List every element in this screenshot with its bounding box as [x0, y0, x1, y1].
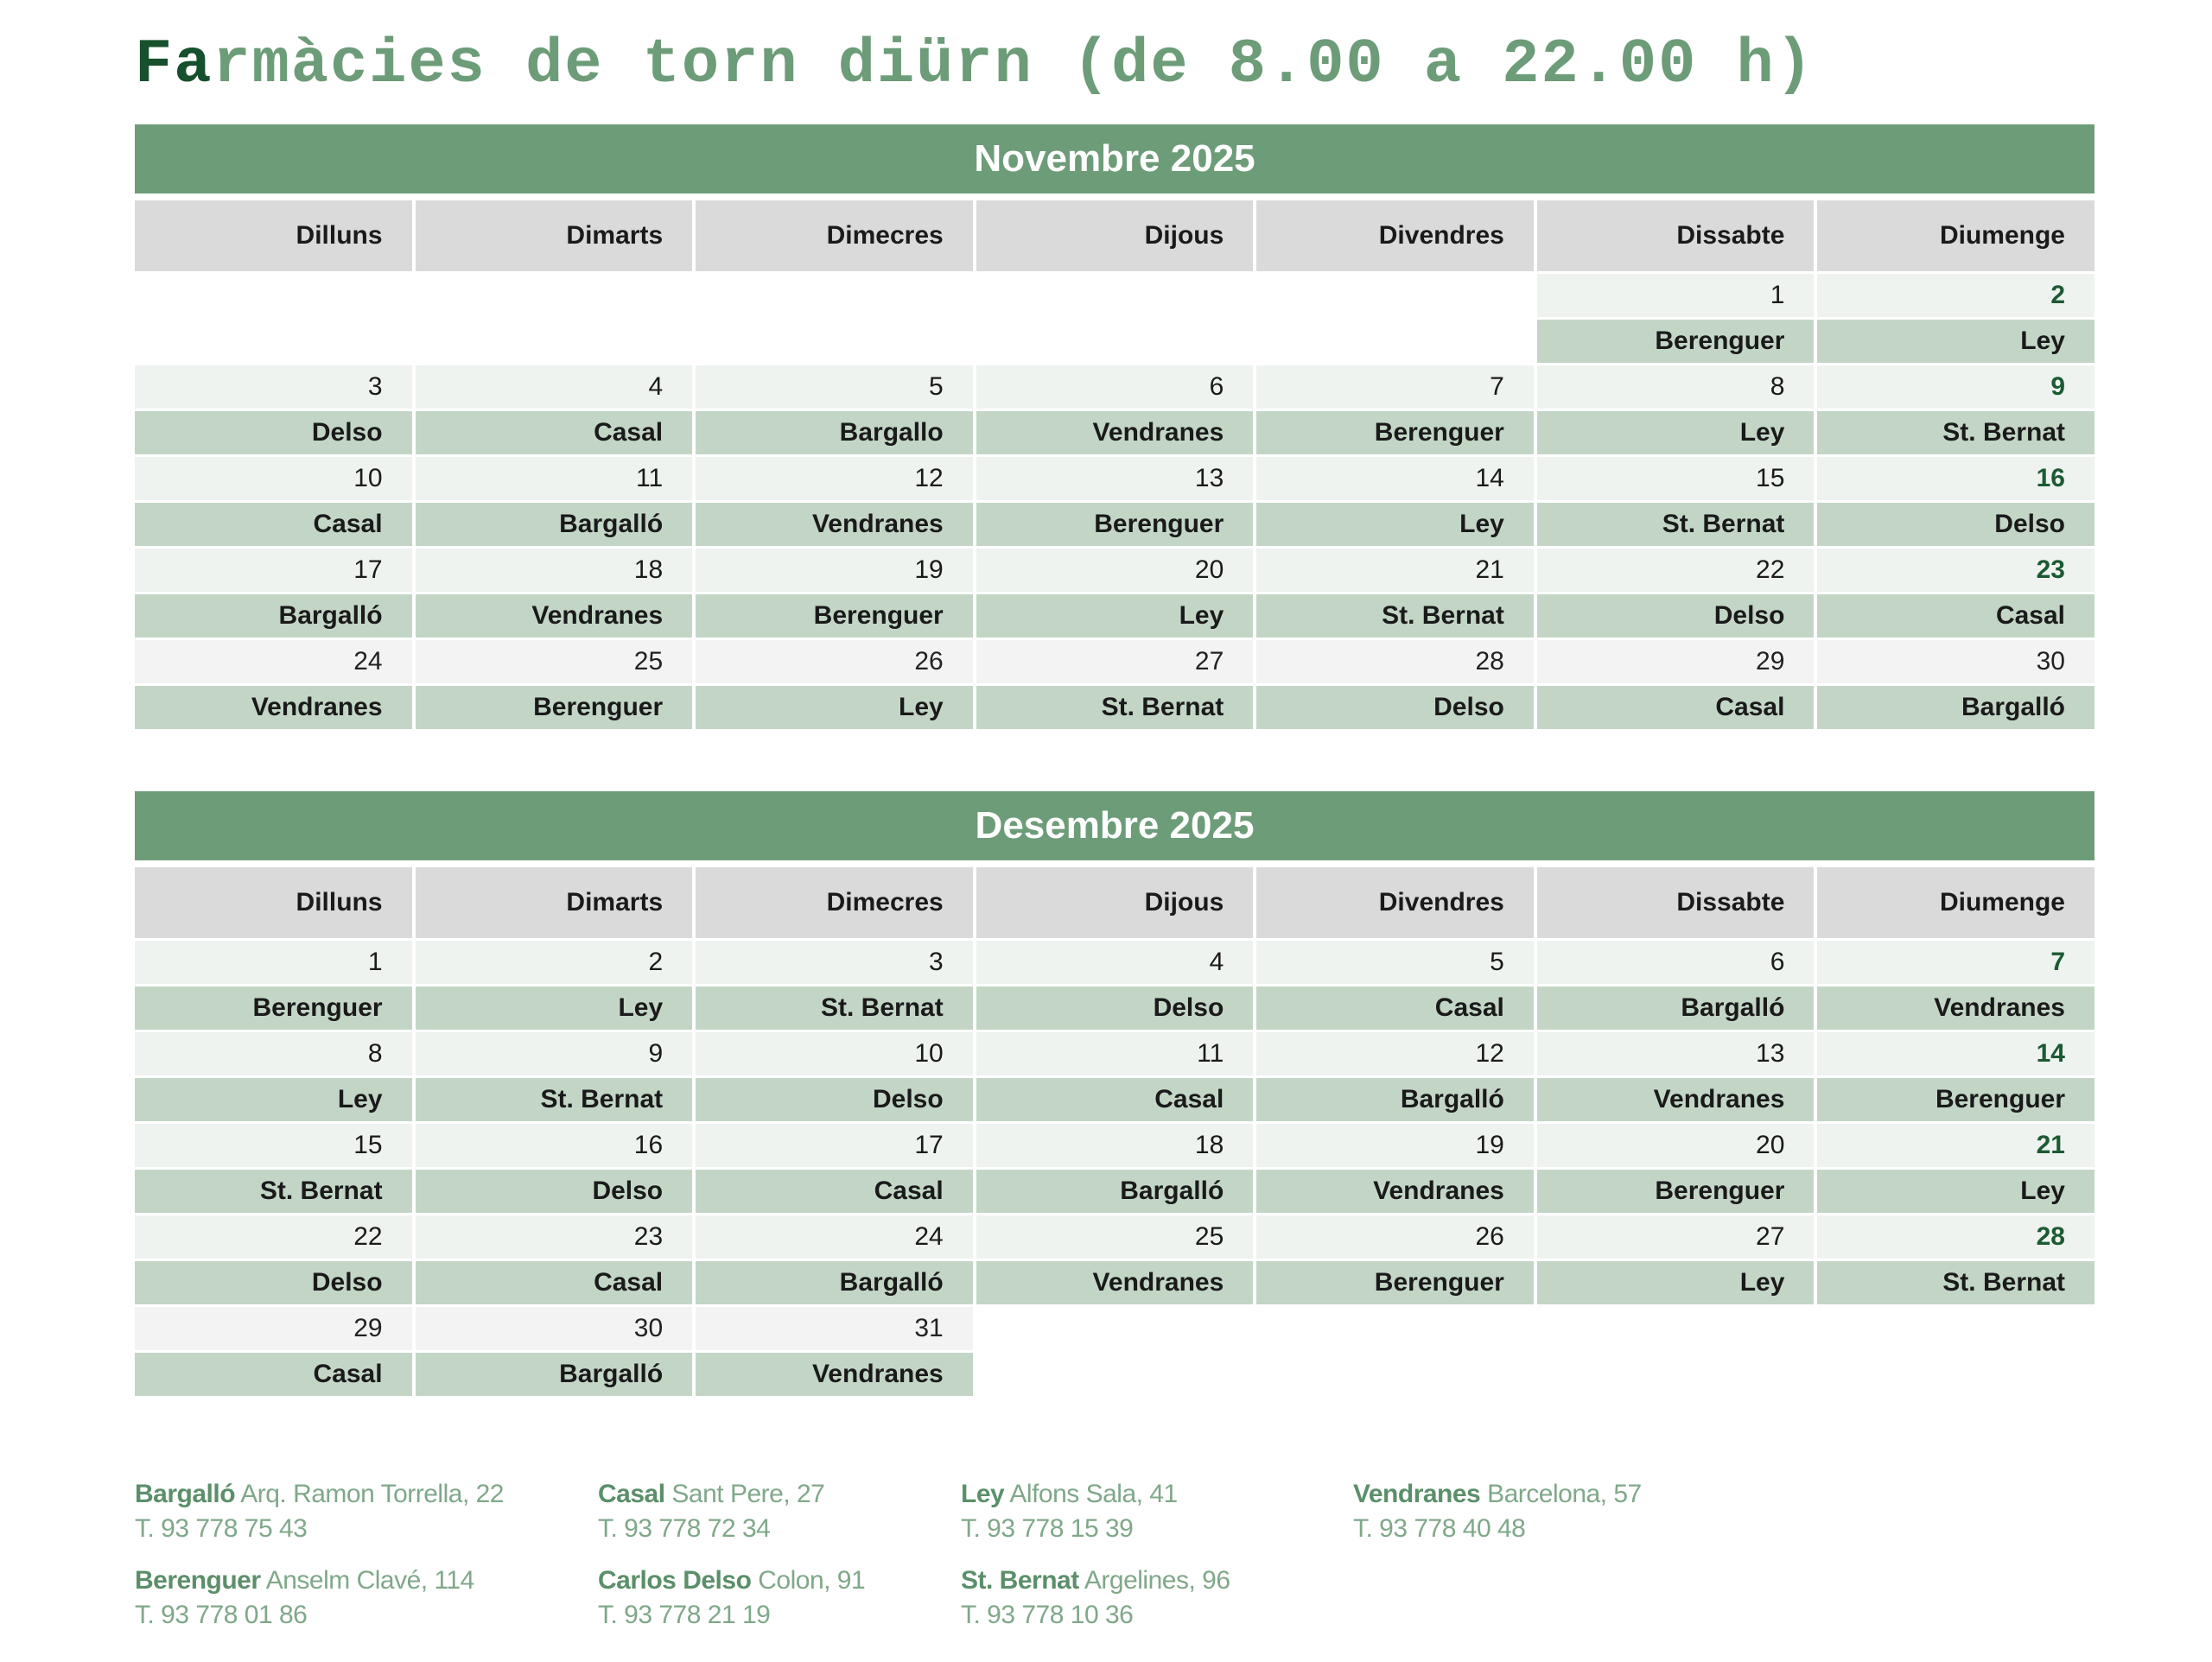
empty-cell [1256, 274, 1534, 317]
weekday-header: Dilluns [135, 200, 412, 271]
on-duty-pharmacy: Bargalló [1817, 686, 2094, 729]
day-number: 12 [696, 457, 973, 500]
day-number: 4 [976, 941, 1254, 984]
day-number: 25 [416, 640, 693, 683]
on-duty-pharmacy: Berenguer [416, 686, 693, 729]
on-duty-pharmacy: Ley [696, 686, 973, 729]
pharmacy-address: Colon, 91 [758, 1566, 866, 1595]
title-part-light: rmàcies de torn diürn (de 8.00 a 22.00 h) [213, 29, 1815, 100]
empty-cell [1256, 320, 1534, 363]
month-title: Desembre 2025 [135, 791, 2094, 860]
day-number: 16 [1817, 457, 2094, 500]
pharmacy-name: Vendranes [1353, 1480, 1481, 1508]
day-number: 22 [135, 1215, 412, 1259]
day-number: 10 [135, 457, 412, 500]
day-number: 24 [135, 640, 412, 683]
empty-cell [1537, 1307, 1815, 1350]
on-duty-pharmacy: Delso [135, 1261, 412, 1304]
day-number: 9 [1817, 365, 2094, 409]
day-number: 6 [976, 365, 1254, 409]
day-number: 8 [1537, 365, 1815, 409]
pharmacy-entry [598, 1477, 824, 1546]
pharmacy-address: Anselm Clavé, 114 [265, 1566, 474, 1595]
day-number: 2 [416, 941, 693, 984]
weekday-header: Diumenge [1817, 200, 2094, 271]
on-duty-pharmacy: Ley [1256, 503, 1534, 546]
on-duty-pharmacy: Vendranes [976, 411, 1254, 454]
on-duty-pharmacy: Delso [1537, 594, 1815, 638]
day-number: 9 [416, 1032, 693, 1075]
day-number: 23 [1817, 549, 2094, 592]
day-number: 10 [696, 1032, 973, 1075]
on-duty-pharmacy: Ley [1817, 320, 2094, 363]
day-number: 30 [416, 1307, 693, 1350]
empty-cell [976, 274, 1254, 317]
on-duty-pharmacy: Casal [135, 503, 412, 546]
on-duty-pharmacy: Berenguer [1256, 411, 1534, 454]
calendar-grid [135, 867, 2094, 1396]
day-number: 13 [976, 457, 1254, 500]
weekday-header: Dilluns [135, 867, 412, 938]
on-duty-pharmacy: St. Bernat [135, 1170, 412, 1213]
on-duty-pharmacy: Berenguer [1537, 320, 1815, 363]
pharmacy-address: Alfons Sala, 41 [1009, 1480, 1178, 1508]
day-number: 1 [135, 941, 412, 984]
pharmacy-entry [1353, 1477, 1642, 1546]
on-duty-pharmacy: Berenguer [1537, 1170, 1815, 1213]
on-duty-pharmacy: Berenguer [1817, 1078, 2094, 1121]
day-number: 18 [416, 549, 693, 592]
day-number: 29 [135, 1307, 412, 1350]
pharmacy-phone: T. 93 778 10 36 [961, 1601, 1134, 1629]
weekday-header: Dissabte [1537, 200, 1815, 271]
weekday-header: Dijous [976, 867, 1254, 938]
on-duty-pharmacy: Bargalló [416, 1353, 693, 1396]
empty-cell [1817, 1353, 2094, 1396]
november-calendar [135, 124, 2094, 729]
day-number: 21 [1256, 549, 1534, 592]
on-duty-pharmacy: Ley [1537, 411, 1815, 454]
on-duty-pharmacy: Delso [696, 1078, 973, 1121]
day-number: 7 [1256, 365, 1534, 409]
on-duty-pharmacy: Delso [416, 1170, 693, 1213]
day-number: 20 [1537, 1124, 1815, 1167]
pharmacy-phone: T. 93 778 01 86 [135, 1601, 308, 1629]
on-duty-pharmacy: St. Bernat [1537, 503, 1815, 546]
empty-cell [416, 320, 693, 363]
day-number: 24 [696, 1215, 973, 1259]
day-number: 19 [696, 549, 973, 592]
month-title: Novembre 2025 [135, 124, 2094, 193]
day-number: 14 [1817, 1032, 2094, 1075]
on-duty-pharmacy: Vendranes [976, 1261, 1254, 1304]
pharmacy-address: Sant Pere, 27 [671, 1480, 825, 1508]
weekday-header: Dimarts [416, 867, 693, 938]
on-duty-pharmacy: Bargalló [696, 1261, 973, 1304]
pharmacy-entry [135, 1564, 474, 1633]
on-duty-pharmacy: Ley [1537, 1261, 1815, 1304]
day-number: 16 [416, 1124, 693, 1167]
on-duty-pharmacy: Delso [1817, 503, 2094, 546]
day-number: 15 [1537, 457, 1815, 500]
day-number: 6 [1537, 941, 1815, 984]
day-number: 26 [696, 640, 973, 683]
on-duty-pharmacy: Casal [1256, 986, 1534, 1030]
on-duty-pharmacy: Bargalló [135, 594, 412, 638]
day-number: 11 [416, 457, 693, 500]
on-duty-pharmacy: Casal [416, 1261, 693, 1304]
weekday-header: Dimarts [416, 200, 693, 271]
empty-cell [135, 320, 412, 363]
pharmacy-phone: T. 93 778 40 48 [1353, 1514, 1526, 1543]
day-number: 5 [696, 365, 973, 409]
pharmacy-name: St. Bernat [961, 1566, 1079, 1595]
empty-cell [696, 274, 973, 317]
on-duty-pharmacy: Casal [1537, 686, 1815, 729]
on-duty-pharmacy: Vendranes [1537, 1078, 1815, 1121]
weekday-header: Diumenge [1817, 867, 2094, 938]
on-duty-pharmacy: Vendranes [1817, 986, 2094, 1030]
on-duty-pharmacy: Ley [976, 594, 1254, 638]
pharmacy-entry [598, 1564, 865, 1633]
pharmacy-name: Casal [598, 1480, 665, 1508]
empty-cell [1817, 1307, 2094, 1350]
on-duty-pharmacy: Vendranes [696, 503, 973, 546]
on-duty-pharmacy: St. Bernat [1817, 1261, 2094, 1304]
day-number: 22 [1537, 549, 1815, 592]
december-calendar [135, 791, 2094, 1396]
day-number: 3 [135, 365, 412, 409]
pharmacy-entry [135, 1477, 504, 1546]
day-number: 14 [1256, 457, 1534, 500]
on-duty-pharmacy: Berenguer [135, 986, 412, 1030]
day-number: 27 [976, 640, 1254, 683]
pharmacy-name: Ley [961, 1480, 1005, 1508]
pharmacy-name: Berenguer [135, 1566, 261, 1595]
empty-cell [1256, 1307, 1534, 1350]
on-duty-pharmacy: Vendranes [135, 686, 412, 729]
day-number: 2 [1817, 274, 2094, 317]
day-number: 13 [1537, 1032, 1815, 1075]
on-duty-pharmacy: Casal [976, 1078, 1254, 1121]
on-duty-pharmacy: Ley [416, 986, 693, 1030]
day-number: 21 [1817, 1124, 2094, 1167]
weekday-header: Dimecres [696, 867, 973, 938]
day-number: 18 [976, 1124, 1254, 1167]
day-number: 5 [1256, 941, 1534, 984]
page-title [135, 31, 1815, 99]
empty-cell [976, 1353, 1254, 1396]
on-duty-pharmacy: Ley [1817, 1170, 2094, 1213]
on-duty-pharmacy: Berenguer [1256, 1261, 1534, 1304]
title-part-dark: Fa [135, 29, 213, 100]
on-duty-pharmacy: Vendranes [696, 1353, 973, 1396]
empty-cell [135, 274, 412, 317]
on-duty-pharmacy: St. Bernat [416, 1078, 693, 1121]
day-number: 30 [1817, 640, 2094, 683]
day-number: 11 [976, 1032, 1254, 1075]
pharmacy-name: Bargalló [135, 1480, 236, 1508]
pharmacy-address: Argelines, 96 [1084, 1566, 1230, 1595]
pharmacy-phone: T. 93 778 21 19 [598, 1601, 771, 1629]
day-number: 20 [976, 549, 1254, 592]
on-duty-pharmacy: Bargalló [416, 503, 693, 546]
on-duty-pharmacy: Vendranes [416, 594, 693, 638]
on-duty-pharmacy: Berenguer [976, 503, 1254, 546]
on-duty-pharmacy: Casal [135, 1353, 412, 1396]
day-number: 23 [416, 1215, 693, 1259]
empty-cell [696, 320, 973, 363]
on-duty-pharmacy: St. Bernat [696, 986, 973, 1030]
on-duty-pharmacy: Casal [1817, 594, 2094, 638]
on-duty-pharmacy: Delso [1256, 686, 1534, 729]
pharmacy-name: Carlos Delso [598, 1566, 752, 1595]
on-duty-pharmacy: Bargalló [1537, 986, 1815, 1030]
pharmacy-entry [961, 1564, 1230, 1633]
day-number: 12 [1256, 1032, 1534, 1075]
pharmacy-address: Arq. Ramon Torrella, 22 [240, 1480, 504, 1508]
day-number: 25 [976, 1215, 1254, 1259]
day-number: 28 [1256, 640, 1534, 683]
on-duty-pharmacy: Delso [976, 986, 1254, 1030]
day-number: 17 [696, 1124, 973, 1167]
on-duty-pharmacy: St. Bernat [1256, 594, 1534, 638]
on-duty-pharmacy: Ley [135, 1078, 412, 1121]
calendar-grid [135, 200, 2094, 729]
on-duty-pharmacy: Bargallo [696, 411, 973, 454]
on-duty-pharmacy: Delso [135, 411, 412, 454]
day-number: 17 [135, 549, 412, 592]
empty-cell [1537, 1353, 1815, 1396]
on-duty-pharmacy: St. Bernat [1817, 411, 2094, 454]
empty-cell [976, 320, 1254, 363]
empty-cell [976, 1307, 1254, 1350]
day-number: 26 [1256, 1215, 1534, 1259]
on-duty-pharmacy: Berenguer [696, 594, 973, 638]
day-number: 15 [135, 1124, 412, 1167]
pharmacy-address: Barcelona, 57 [1487, 1480, 1642, 1508]
on-duty-pharmacy: Bargalló [1256, 1078, 1534, 1121]
day-number: 19 [1256, 1124, 1534, 1167]
empty-cell [1256, 1353, 1534, 1396]
on-duty-pharmacy: Vendranes [1256, 1170, 1534, 1213]
weekday-header: Divendres [1256, 200, 1534, 271]
day-number: 31 [696, 1307, 973, 1350]
day-number: 3 [696, 941, 973, 984]
empty-cell [416, 274, 693, 317]
day-number: 27 [1537, 1215, 1815, 1259]
pharmacy-entry [961, 1477, 1178, 1546]
on-duty-pharmacy: St. Bernat [976, 686, 1254, 729]
pharmacy-phone: T. 93 778 75 43 [135, 1514, 308, 1543]
pharmacy-phone: T. 93 778 15 39 [961, 1514, 1134, 1543]
on-duty-pharmacy: Bargalló [976, 1170, 1254, 1213]
day-number: 28 [1817, 1215, 2094, 1259]
on-duty-pharmacy: Casal [696, 1170, 973, 1213]
pharmacy-phone: T. 93 778 72 34 [598, 1514, 771, 1543]
weekday-header: Dimecres [696, 200, 973, 271]
weekday-header: Dijous [976, 200, 1254, 271]
day-number: 7 [1817, 941, 2094, 984]
on-duty-pharmacy: Casal [416, 411, 693, 454]
day-number: 4 [416, 365, 693, 409]
day-number: 1 [1537, 274, 1815, 317]
weekday-header: Divendres [1256, 867, 1534, 938]
weekday-header: Dissabte [1537, 867, 1815, 938]
day-number: 29 [1537, 640, 1815, 683]
day-number: 8 [135, 1032, 412, 1075]
pharmacy-directory [135, 1477, 1690, 1650]
